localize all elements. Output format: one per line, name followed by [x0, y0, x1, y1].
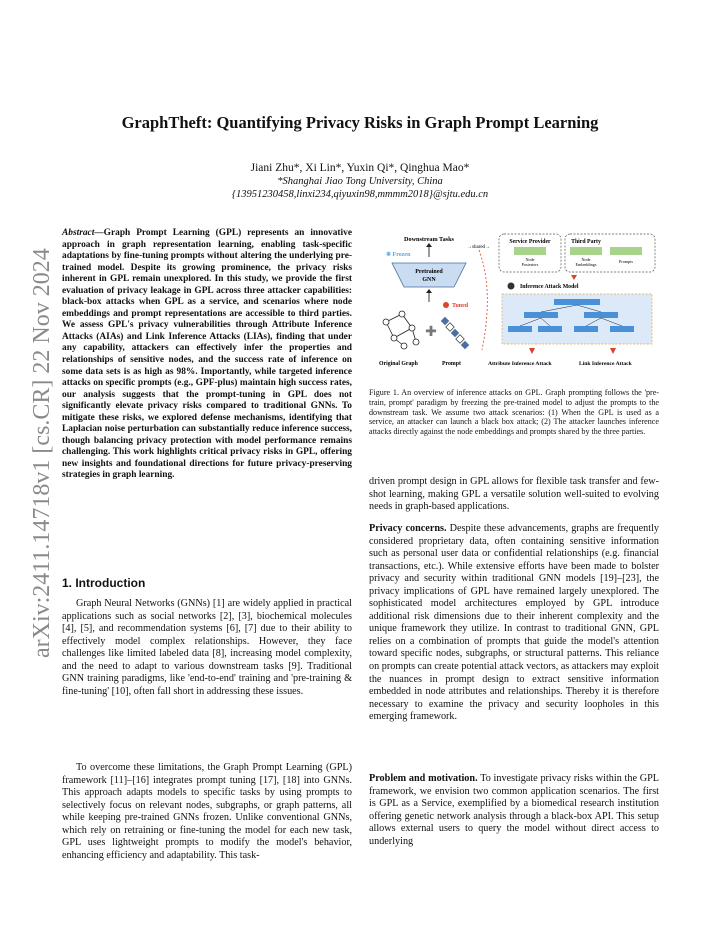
arxiv-side-label[interactable]: arXiv:2411.14718v1 [cs.CR] 22 Nov 2024 [29, 248, 55, 658]
author-emails: {13951230458,linxi234,qiyuxin98,mmmm2018}@sjtu.edu.cn [231, 189, 489, 200]
fig-prompts-bar [610, 247, 642, 255]
intro-paragraph-2 [62, 762, 352, 862]
intro-para1-text: Graph Neural Networks (GNNs) [1] are widely applied in practical applications such as social networks [2], [3], biochemical molecules [4], [5], and recommendation systems [6], [7] due to their ability to effectively model complex relationships. However, they face challenges like limited labeled data [8], increasing model complexity, and the need to adapt to various downstream tasks [9]. Traditional GNN training paradigms, like 'end-to-end' training and 'pre-training & fine-tuning' [10], often fall short in addressing these issues. [62, 598, 352, 697]
fig-posteriors-bar [514, 247, 546, 255]
abstract-label: Abstract [62, 228, 95, 238]
fig-attack-model-label: Inference Attack Model [520, 284, 579, 290]
fig-node-embeddings-2: Embeddings [575, 262, 597, 267]
fig-node-embeddings-1: Node [581, 257, 591, 262]
figure-1-caption: Figure 1. An overview of inference attacks on GPL. Graph prompting follows the 'pre-train, prompt' paradigm by freezing the pre-trained model to adjust the prompts to the downstream task. We assume two attack scenarios: (1) When the GPL is used as a service, an attacker can launch a black box attack; (2) The attacker launches inference attacks directly against the node embeddings and prompts shared by the three parties. [369, 388, 659, 437]
section-heading-introduction: 1. Introduction [62, 576, 146, 590]
fig-frozen-text: Frozen [392, 252, 411, 258]
fig-aia-label: Attribute Inference Attack [488, 361, 552, 367]
fig-embeddings-bar [570, 247, 602, 255]
abstract [62, 228, 352, 482]
fig-tuned-icon [443, 302, 449, 308]
fig-service-provider-label: Service Provider [509, 239, 551, 245]
fig-gnn-line1: Pretrained [415, 269, 443, 275]
problem-motivation-paragraph [369, 773, 659, 848]
problem-heading: Problem and motivation. [369, 773, 478, 784]
fig-downstream-label: Downstream Tasks [404, 236, 454, 243]
intro-para2-text: To overcome these limitations, the Graph Prompt Learning (GPL) framework [11]–[16] integrates prompt tuning [17], [18] into GNNs. This approach adapts models to specific tasks by using prompts to selectively focus on relevant nodes, subgraphs, or graph patterns, all while keeping pre-trained GNNs frozen. Unlike conventional GNNs, which rely on retraining or fine-tuning the model for each new task, GPL uses lightweight prompts to modify the model's behavior, enhancing efficiency and adaptability. This task- [62, 762, 352, 861]
right-para0-text: driven prompt design in GPL allows for flexible task transfer and few-shot learning, making GPL a versatile solution well-suited to evolving needs in graph-based applications. [369, 476, 659, 513]
fig-prompt-label: Prompt [442, 361, 461, 367]
fig-shared-label: →shared→ [467, 245, 491, 250]
fig-red-arrow-3 [610, 348, 616, 354]
right-para-continuation [369, 476, 659, 514]
fig-red-arrow-2 [529, 348, 535, 354]
author-affiliation: *Shanghai Jiao Tong University, China [277, 176, 443, 187]
privacy-text: Despite these advancements, graphs are frequently considered proprietary data, often containing sensitive information such as personal user data or confidential relationships (e.g. financial transactions, etc.). While extensive efforts have been made to bolster privacy and security within traditional GNN models [19]–[23], the privacy implications of GPL have remained largely unexplored. The sophisticated model architectures employed by GPL introduce additional risk dimensions due to their inherent complexity and the unique framework they utilize. In contrast to traditional GNN, GPL relies on a combination of prompts that guide the model's attention toward specific nodes, subgraphs, or structural patterns. This reliance on prompts can create potential attack vectors, as attackers may exploit the nuances in prompt design to extract sensitive information embedded in node attributes and relationships. Thereby it is therefore necessary to examine the privacy and security loopholes in this emerging framework. [369, 523, 660, 723]
fig-prompts-label: Prompts [619, 259, 633, 264]
fig-original-graph-icon [383, 311, 419, 349]
paper-title: GraphTheft: Quantifying Privacy Risks in Graph Prompt Learning [121, 113, 599, 132]
fig-frozen-label: ❄ Frozen [386, 252, 411, 258]
fig-plus-icon: ✚ [425, 325, 437, 340]
fig-third-party-label: Third Party [571, 239, 601, 245]
privacy-heading: Privacy concerns. [369, 523, 447, 534]
fig-lia-label: Link Inference Attack [579, 361, 632, 367]
fig-shared-text: shared [472, 245, 486, 250]
fig-gnn-line2: GNN [422, 277, 436, 283]
problem-text: To investigate privacy risks within the GPL framework, we envision two common application scenarios. The first is GPL as a Service, exemplified by a biomedical research institution offering genetic network analysis through a black-box API. This setup allows external users to query the model without direct access to underlying [369, 773, 659, 847]
fig-arrowhead [426, 243, 432, 247]
intro-paragraph-1 [62, 598, 352, 698]
author-block [60, 162, 660, 201]
abstract-text: —Graph Prompt Learning (GPL) represents an innovative approach in graph representation learning, enabling task-specific adaptations by fine-tuning prompts without altering the underlying pre-trained model. Despite its growing prominence, the privacy risks inherent in GPL remain unexplored. In this study, we provide the first evaluation of privacy leakage in GPL across three attacker capabilities: black-box attacks when GPL as a service, and scenarios where node embeddings and prompt representations are accessible to third parties. We assess GPL's privacy vulnerabilities through Attribute Inference Attacks (AIAs) and Link Inference Attacks (LIAs), finding that under any capability, attackers can effectively infer the properties and relationships of sensitive nodes, and the success rate of inference on some data sets is as high as 98%. Importantly, while targeted inference attacks on specific prompts (e.g., GPF-plus) maintain high success rates, our analysis suggests that the prompt-tuning in GPL does not significantly elevate privacy risks compared to traditional GNNs. To mitigate these risks, we explored defense mechanisms, identifying that Laplacian noise perturbation can substantially reduce inference success, though balancing privacy protection with model performance remains challenging. This work highlights critical privacy risks in GPL, offering new insights and foundational directions for future privacy-preserving strategies in graph learning. [62, 228, 352, 481]
fig-tuned-label: Tuned [452, 303, 469, 309]
fig-node-posteriors-2: Posteriors [521, 262, 539, 267]
author-names: Jiani Zhu*, Xi Lin*, Yuxin Qi*, Qinghua Mao* [250, 162, 470, 174]
fig-attacker-icon [508, 283, 515, 290]
fig-prompt-icon [441, 317, 469, 349]
fig-node-posteriors-1: Node [525, 257, 535, 262]
fig-gnn-shape [392, 263, 466, 287]
fig-red-arrow-1 [571, 275, 577, 280]
figure-1-diagram [374, 230, 659, 375]
fig-original-graph-label: Original Graph [379, 361, 418, 367]
fig-dashed-link [479, 250, 487, 350]
fig-arrowhead2 [426, 289, 432, 293]
privacy-concerns-paragraph [369, 523, 659, 724]
